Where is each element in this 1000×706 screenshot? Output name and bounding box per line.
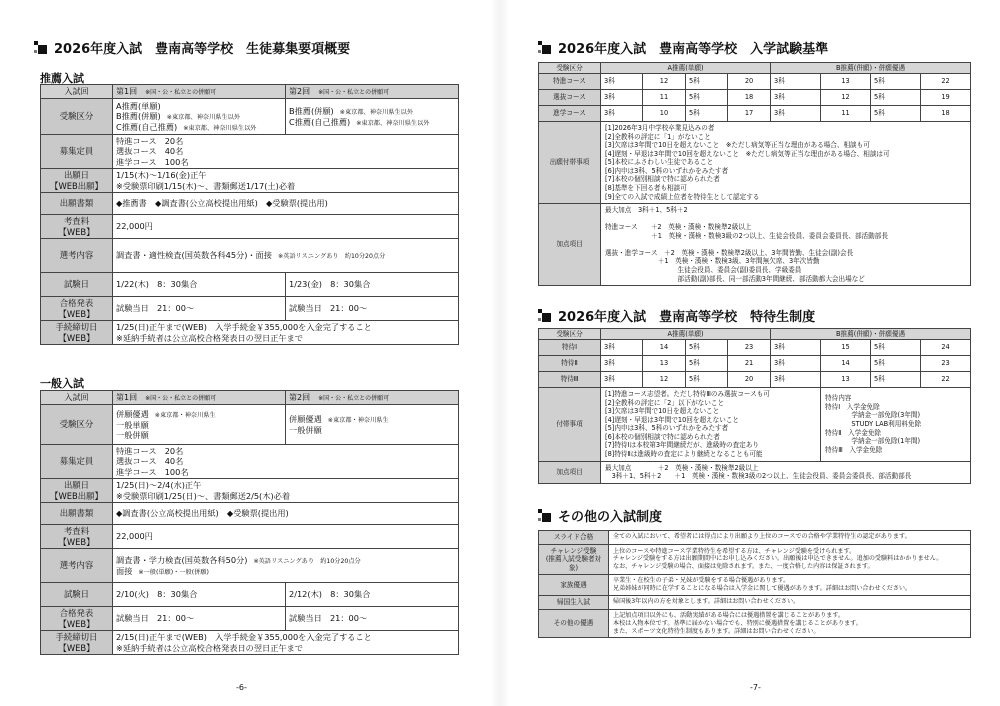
- row-key: 受験区分: [41, 99, 113, 135]
- row-key: 選考内容: [41, 239, 113, 273]
- table-row: [41, 193, 459, 215]
- cell-line: A推薦(単願): [116, 100, 161, 111]
- cell-span: [113, 631, 459, 655]
- row-key: 募集定員: [41, 445, 113, 479]
- other-text: 上位のコースや特進コース学業特待生を希望する方は、チャレンジ受験を受けられます。 チャレンジ受験をする方は出願期間中にお申し込みください。出願後は申込できません。追加の受験料はかかりません。 なお、チャレンジ受験の場合、面接は免除されます。また、一度合格した内容は保証されます。: [609, 544, 971, 575]
- cell-span: [113, 525, 459, 549]
- cell-line: ※延納手続者は公立高校合格発表日の翌日正午まで: [116, 332, 303, 343]
- course-label: 特待Ⅱ: [539, 356, 601, 372]
- other-row: [539, 544, 971, 575]
- other-text: 全ての入試において、希望者には得点により出願より上位のコースでの合格や学業特待生の認定があります。: [609, 531, 971, 545]
- col-title: 第2回: [289, 86, 319, 96]
- cell-line: 22,000円: [116, 221, 153, 232]
- cell-line: 試験当日 21：00～: [289, 613, 368, 624]
- cell-round-1: [113, 583, 286, 607]
- kasan-text: 最大加点 ＋2 英検・漢検・数検準2級以上 3科＋1、5科＋2 ＋1 英検・漢検・数検3級の2つ以上、生徒会役員、委員会委員長、部活動部長: [601, 461, 971, 483]
- score-cell: 21: [728, 356, 771, 372]
- table-row: [41, 135, 459, 169]
- cell-note: ※一般(単願)・一般(併願): [138, 568, 209, 576]
- score-cell: 5科: [686, 356, 728, 372]
- square-mark-icon: [538, 509, 552, 523]
- score-cell: 5科: [871, 372, 921, 388]
- table-row: [41, 549, 459, 583]
- kijun-table: [538, 62, 971, 286]
- kubun-header: 受験区分: [539, 63, 601, 74]
- cell-line: 1/25(日)～2/4(水)正午: [116, 480, 202, 491]
- ippan-table: [40, 390, 459, 655]
- cell-line: 面接 ※一般(単願)・一般(併願): [116, 565, 209, 576]
- futai-text: [1]特進コース志望者。ただし特待Ⅲのみ選抜コースも可 [2]全教科の評定に「2」以下がないこと [3]欠席は3年間で10日を超えないこと [4]遅刻・早退は3年間で10回を超えないこと [5]内申は3科、5科のいずれかをみたす者 [6]本校の個別相談で特に認められた者 [7]特待Ⅰは本校第3年間継続だが、進級時の査定あり [8]特待Ⅱは進級時の査定により継続となることも可能: [601, 388, 821, 462]
- suisen-subtitle: 推薦入試: [40, 72, 84, 85]
- cell-round-2: [286, 583, 459, 607]
- cell-line: 選抜コース 40名: [116, 456, 184, 467]
- other-text: 帰国後3年以内の方を対象とします。詳細はお問い合わせください。: [609, 596, 971, 610]
- col-header-1: [113, 85, 286, 99]
- cell-line: 特進コース 20名: [116, 136, 184, 147]
- score-cell: 24: [921, 340, 971, 356]
- a-header: A推薦(単願): [601, 63, 771, 74]
- cell-span: [113, 445, 459, 479]
- header-row: [539, 63, 971, 74]
- cell-line: 1/23(金) 8：30集合: [289, 279, 371, 290]
- cell-round-1: [113, 607, 286, 631]
- cell-line: C推薦(自己推薦) ※東京都、神奈川県生以外: [289, 116, 430, 127]
- page-number: -7-: [750, 683, 761, 692]
- other-key: その他の優遇: [539, 609, 609, 638]
- score-cell: 18: [728, 90, 771, 106]
- other-row: [539, 596, 971, 610]
- square-mark-icon: [34, 41, 48, 55]
- left-page-title: 2026年度入試 豊南高等学校 生徒募集要項概要: [34, 38, 350, 57]
- cell-line: B推薦(併願) ※東京都、神奈川県生以外: [116, 110, 241, 121]
- kubun-header: 受験区分: [539, 329, 601, 340]
- row-key: 手続締切日 【WEB】: [41, 321, 113, 345]
- cell-round-2: [286, 99, 459, 135]
- shutsugan-text: [1]2026年3月中学校卒業見込みの者 [2]全教科の評定に「1」がないこと [3]欠席は3年間で10日を超えないこと ※ただし病気等正当な理由がある場合、相談も可 [4]遅刻・早退は3年間で10回を超えないこと ※ただし病気等正当な理由がある場合、相談は可 [5]本校にふさわしい生徒であること [6]内申は3科、5科のいずれかをみたす者 [7]本校の個別相談で特に認められた者 [8]基準を下回る者も相談可 [9]全ての入試で成績上位者を特待生として認定する: [601, 122, 971, 204]
- other-table: [538, 530, 971, 638]
- cell-round-2: [286, 607, 459, 631]
- score-cell: 23: [728, 340, 771, 356]
- score-cell: 3科: [601, 356, 643, 372]
- cell-span: [113, 193, 459, 215]
- cell-note: ※東京都、神奈川県生以外: [166, 113, 241, 121]
- row-key: 考査料 【WEB】: [41, 215, 113, 239]
- col-header-2: [286, 85, 459, 99]
- cell-line: 1/25(日)正午まで(WEB) 入学手続金￥355,000を入金完了すること: [116, 322, 372, 333]
- row-header: 入試回: [41, 85, 113, 99]
- score-cell: 3科: [771, 74, 821, 90]
- col-note: ※国・公・私立との併願可: [145, 394, 217, 402]
- table-row: [41, 631, 459, 655]
- kijun-title: 2026年度入試 豊南高等学校 入学試験基準: [538, 38, 828, 57]
- score-row: [539, 74, 971, 90]
- score-cell: 23: [921, 356, 971, 372]
- course-label: 選抜コース: [539, 90, 601, 106]
- row-key: 出願書類: [41, 193, 113, 215]
- table-row: [41, 273, 459, 297]
- cell-line: ※受験票印刷1/25(日)～、書類郵送2/5(木)必着: [116, 490, 291, 501]
- row-key: 出願日 【WEB出願】: [41, 169, 113, 193]
- kasan-text: 最大加点 3科＋1、5科＋2 特進コース ＋2 英検・漢検・数検準2級以上 ＋1 英検・漢検・数検3級の2つ以上、生徒会役員、委員会委員長、部活動部長 選抜・進学コース ＋2 英検・漢検・数検準2級以上、3年間皆勤、生徒会(副)会長 ＋1 英検・漢検・数検3級、3年間無欠席、3年次皆勤 生徒会役員、委員会(副)委員長、学級委員 部活動(副)部長、同一部活動3年間継続、部活動都大会出場など: [601, 204, 971, 286]
- score-cell: 3科: [771, 372, 821, 388]
- cell-line: 1/15(木)～1/16(金)正午: [116, 170, 207, 181]
- table-row: [41, 503, 459, 525]
- cell-note: ※英語リスニングあり 約10分20点分: [253, 557, 361, 565]
- score-cell: 5科: [686, 340, 728, 356]
- cell-line: ◆推薦書 ◆調査書(公立高校提出用紙) ◆受験票(提出用): [116, 198, 328, 209]
- score-cell: 3科: [771, 340, 821, 356]
- table-row: [41, 525, 459, 549]
- cell-line: 調査書・学力検査(国英数各科50分) ※英語リスニングあり 約10分20点分: [116, 554, 361, 565]
- score-cell: 20: [728, 74, 771, 90]
- row-key: 試験日: [41, 583, 113, 607]
- futai-key: 付帯事項: [539, 388, 601, 462]
- col-title: 第1回: [116, 392, 146, 402]
- score-cell: 14: [643, 340, 686, 356]
- cell-span: [113, 169, 459, 193]
- col-header-1: [113, 391, 286, 405]
- score-row: [539, 356, 971, 372]
- course-label: 特待Ⅰ: [539, 340, 601, 356]
- cell-note: ※東京都、神奈川県生以外: [183, 124, 257, 132]
- cell-line: 進学コース 100名: [116, 466, 189, 477]
- other-title: その他の入試制度: [538, 506, 662, 525]
- cell-line: 進学コース 100名: [116, 156, 189, 167]
- col-title: 第1回: [116, 86, 146, 96]
- cell-line: ◆調査書(公立高校提出用紙) ◆受験票(提出用): [116, 508, 289, 519]
- cell-round-1: [113, 99, 286, 135]
- cell-span: [113, 479, 459, 503]
- score-cell: 3科: [601, 74, 643, 90]
- row-key: 試験日: [41, 273, 113, 297]
- tokutai-naiyo: 特待内容 特待Ⅰ 入学金免除 学納金一部免除(3年間) STUDY LAB利用料免除 特待Ⅱ 入学金免除 学納金一部免除(1年間) 特待Ⅲ 入学金免除: [821, 388, 971, 462]
- cell-line: C推薦(自己推薦) ※東京都、神奈川県生以外: [116, 121, 257, 132]
- b-header: B推薦(併願)・併願優遇: [771, 329, 971, 340]
- header-row: [539, 329, 971, 340]
- cell-line: 一般単願: [116, 419, 149, 430]
- score-cell: 5科: [871, 74, 921, 90]
- score-cell: 12: [643, 74, 686, 90]
- score-cell: 3科: [601, 340, 643, 356]
- score-cell: 3科: [771, 106, 821, 122]
- cell-note: ※英語リスニングあり 約10分20点分: [278, 253, 386, 261]
- cell-line: ※受験票印刷1/15(木)～、書類郵送1/17(土)必着: [116, 180, 296, 191]
- page-number: -6-: [236, 683, 247, 692]
- row-key: 募集定員: [41, 135, 113, 169]
- tokutai-table: [538, 328, 971, 484]
- other-row: [539, 575, 971, 596]
- kasan-key: 加点項目: [539, 461, 601, 483]
- cell-line: 試験当日 21：00～: [116, 303, 195, 314]
- score-cell: 3科: [601, 372, 643, 388]
- table-row: [41, 297, 459, 321]
- shutsugan-key: 出願付帯事項: [539, 122, 601, 204]
- cell-note: ※東京都・神奈川県生: [154, 411, 216, 419]
- table-row: [41, 239, 459, 273]
- other-key: 家族優遇: [539, 575, 609, 596]
- cell-round-2: [286, 297, 459, 321]
- table-row: [41, 99, 459, 135]
- cell-line: 試験当日 21：00～: [289, 303, 368, 314]
- score-cell: 3科: [601, 106, 643, 122]
- other-key: チャレンジ受験 (推薦入試受験者対象): [539, 544, 609, 575]
- square-mark-icon: [538, 41, 552, 55]
- cell-note: ※東京都・神奈川県生: [327, 417, 389, 424]
- kasan-key: 加点項目: [539, 204, 601, 286]
- a-header: A推薦(単願): [601, 329, 771, 340]
- score-cell: 15: [821, 340, 871, 356]
- course-label: 特待Ⅲ: [539, 372, 601, 388]
- score-cell: 13: [643, 356, 686, 372]
- score-cell: 22: [921, 74, 971, 90]
- other-text: 上記加点項目以外にも、活動実績がある場合には優遇措置を講じることがあります。 本校は入物本位です。基準に届かない場合でも、特別に優遇措置を講じることがあります。 また、スポーツ文化特待生制度もあります。詳細はお問い合わせください。: [609, 609, 971, 638]
- cell-line: ※延納手続者は公立高校合格発表日の翌日正午まで: [116, 642, 303, 653]
- row-key: 出願日 【WEB出願】: [41, 479, 113, 503]
- b-header: B推薦(併願)・併願優遇: [771, 63, 971, 74]
- page-gutter: [490, 0, 510, 706]
- other-row: [539, 531, 971, 545]
- col-note: ※国・公・私立との併願可: [318, 394, 390, 402]
- score-cell: 5科: [686, 372, 728, 388]
- score-cell: 5科: [686, 90, 728, 106]
- score-cell: 12: [821, 90, 871, 106]
- cell-span: [113, 321, 459, 345]
- left-page: [0, 0, 490, 706]
- cell-line: 試験当日 21：00～: [116, 613, 195, 624]
- other-key: スライド合格: [539, 531, 609, 545]
- score-cell: 13: [821, 74, 871, 90]
- cell-line: 2/12(木) 8：30集合: [289, 589, 371, 600]
- table-row: [41, 169, 459, 193]
- score-cell: 5科: [686, 74, 728, 90]
- cell-span: [113, 503, 459, 525]
- cell-line: 2/10(火) 8：30集合: [116, 589, 198, 600]
- score-cell: 19: [921, 90, 971, 106]
- score-cell: 5科: [871, 90, 921, 106]
- other-key: 帰国生入試: [539, 596, 609, 610]
- course-label: 進学コース: [539, 106, 601, 122]
- course-label: 特進コース: [539, 74, 601, 90]
- row-key: 受験区分: [41, 405, 113, 445]
- score-cell: 3科: [771, 90, 821, 106]
- cell-round-2: [286, 405, 459, 445]
- table-row: [41, 445, 459, 479]
- cell-round-2: [286, 273, 459, 297]
- other-row: [539, 609, 971, 638]
- suisen-table: [40, 84, 459, 345]
- row-key: 選考内容: [41, 549, 113, 583]
- kasan-row: [539, 461, 971, 483]
- cell-note: ※東京都、神奈川県生以外: [356, 119, 430, 127]
- score-cell: 3科: [601, 90, 643, 106]
- score-cell: 5科: [871, 106, 921, 122]
- cell-round-1: [113, 273, 286, 297]
- score-cell: 12: [643, 372, 686, 388]
- score-cell: 5科: [871, 356, 921, 372]
- col-header-2: [286, 391, 459, 405]
- score-cell: 10: [643, 106, 686, 122]
- col-title: 第2回: [289, 392, 319, 402]
- right-page: [510, 0, 1000, 706]
- row-header: 入試回: [41, 391, 113, 405]
- cell-line: 併願優遇 ※東京都・神奈川県生: [289, 414, 389, 424]
- cell-round-1: [113, 297, 286, 321]
- cell-line: 調査書・適性検査(国英数各科45分)・面接 ※英語リスニングあり 約10分20点分: [116, 250, 386, 261]
- cell-line: 2/15(日)正午まで(WEB) 入学手続金￥355,000を入金完了すること: [116, 632, 372, 643]
- cell-span: [113, 239, 459, 273]
- table-row: [41, 215, 459, 239]
- col-note: ※国・公・私立との併願可: [318, 88, 390, 96]
- other-text: 卒業生・在校生の子弟・兄妹が受験をする場合優遇があります。 兄弟姉妹が同時に在学することになる場合は入学金に関して優遇があります。詳細はお問い合わせください。: [609, 575, 971, 596]
- score-row: [539, 90, 971, 106]
- table-row: [41, 321, 459, 345]
- cell-line: 選抜コース 40名: [116, 146, 184, 157]
- ippan-subtitle: 一般入試: [40, 377, 84, 390]
- table-row: [41, 405, 459, 445]
- score-cell: 13: [821, 372, 871, 388]
- cell-line: 特進コース 20名: [116, 446, 184, 457]
- col-note: ※国・公・私立との併願可: [145, 88, 217, 96]
- cell-line: 1/22(木) 8：30集合: [116, 279, 198, 290]
- score-cell: 20: [728, 372, 771, 388]
- table-row: [41, 391, 459, 405]
- row-key: 合格発表 【WEB】: [41, 297, 113, 321]
- cell-note: ※東京都、神奈川県生以外: [339, 108, 414, 116]
- score-cell: 14: [821, 356, 871, 372]
- cell-span: [113, 135, 459, 169]
- row-key: 合格発表 【WEB】: [41, 607, 113, 631]
- cell-line: 22,000円: [116, 531, 153, 542]
- shutsugan-row: [539, 122, 971, 204]
- row-key: 出願書類: [41, 503, 113, 525]
- cell-line: 併願優遇 ※東京都・神奈川県生: [116, 408, 216, 419]
- kasan-row: [539, 204, 971, 286]
- cell-line: 一般併願: [116, 429, 149, 440]
- cell-round-1: [113, 405, 286, 445]
- score-cell: 3科: [771, 356, 821, 372]
- row-key: 手続締切日 【WEB】: [41, 631, 113, 655]
- tokutai-title: 2026年度入試 豊南高等学校 特待生制度: [538, 306, 815, 325]
- score-cell: 22: [921, 372, 971, 388]
- cell-span: [113, 549, 459, 583]
- score-row: [539, 106, 971, 122]
- score-cell: 17: [728, 106, 771, 122]
- score-cell: 18: [921, 106, 971, 122]
- futai-row: [539, 388, 971, 462]
- table-row: [41, 583, 459, 607]
- score-cell: 5科: [686, 106, 728, 122]
- score-cell: 11: [643, 90, 686, 106]
- score-row: [539, 372, 971, 388]
- score-cell: 11: [821, 106, 871, 122]
- cell-span: [113, 215, 459, 239]
- row-key: 考査料 【WEB】: [41, 525, 113, 549]
- square-mark-icon: [538, 309, 552, 323]
- score-cell: 5科: [871, 340, 921, 356]
- table-row: [41, 479, 459, 503]
- table-row: [41, 607, 459, 631]
- cell-line: 一般併願: [289, 424, 322, 435]
- table-row: [41, 85, 459, 99]
- score-row: [539, 340, 971, 356]
- cell-line: B推薦(併願) ※東京都、神奈川県生以外: [289, 105, 414, 116]
